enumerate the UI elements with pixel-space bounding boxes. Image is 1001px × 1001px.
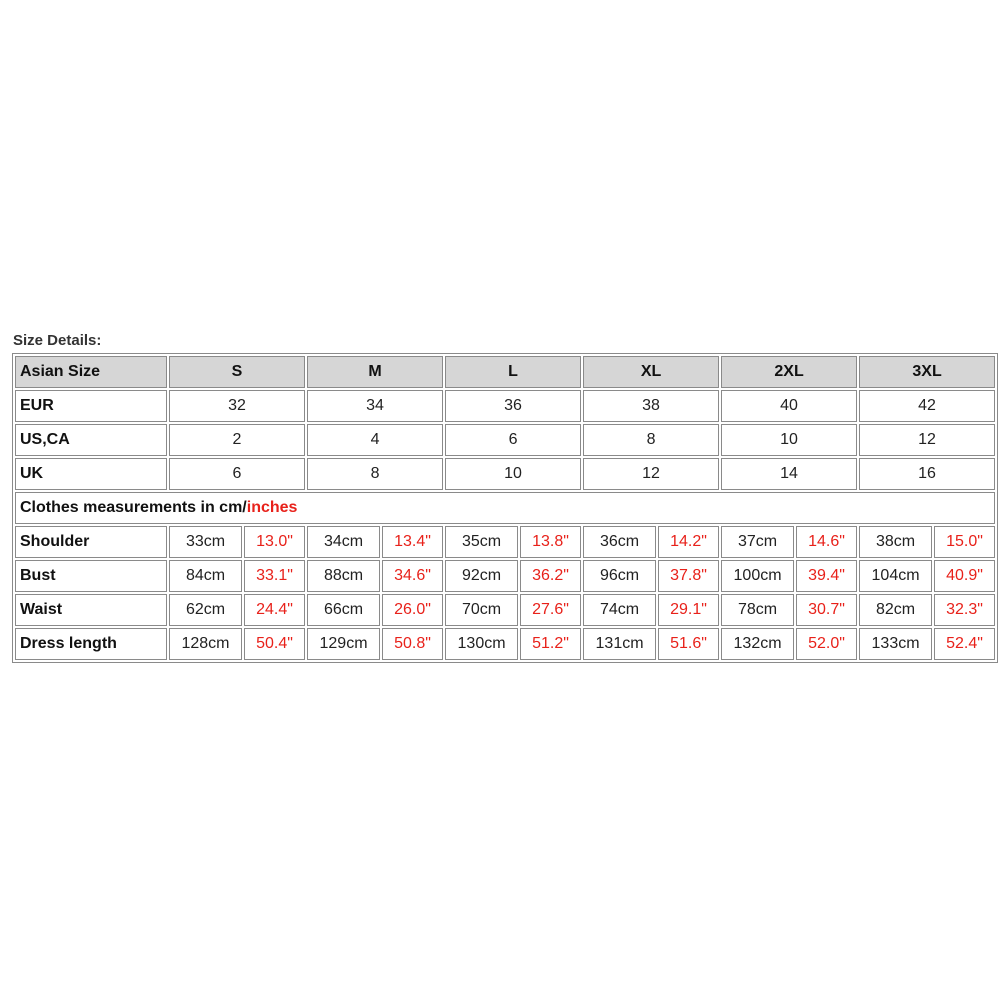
- cm-cell: 133cm: [859, 628, 932, 660]
- size-header: L: [445, 356, 581, 388]
- cm-cell: 131cm: [583, 628, 656, 660]
- table-cell: 32: [169, 390, 305, 422]
- inch-cell: 50.8": [382, 628, 443, 660]
- inch-cell: 51.2": [520, 628, 581, 660]
- table-cell: 12: [583, 458, 719, 490]
- measurements-heading-highlight: inches: [246, 499, 298, 516]
- cm-cell: 35cm: [445, 526, 518, 558]
- table-cell: 12: [859, 424, 995, 456]
- cm-cell: 37cm: [721, 526, 794, 558]
- table-cell: 14: [721, 458, 857, 490]
- inch-cell: 29.1": [658, 594, 719, 626]
- cm-cell: 34cm: [307, 526, 380, 558]
- cm-cell: 74cm: [583, 594, 656, 626]
- cm-cell: 129cm: [307, 628, 380, 660]
- inch-cell: 37.8": [658, 560, 719, 592]
- cm-cell: 88cm: [307, 560, 380, 592]
- inch-cell: 34.6": [382, 560, 443, 592]
- inch-cell: 13.0": [244, 526, 305, 558]
- table-cell: 36: [445, 390, 581, 422]
- cm-cell: 38cm: [859, 526, 932, 558]
- inch-cell: 52.4": [934, 628, 995, 660]
- inch-cell: 51.6": [658, 628, 719, 660]
- cm-cell: 92cm: [445, 560, 518, 592]
- cm-cell: 84cm: [169, 560, 242, 592]
- cm-cell: 128cm: [169, 628, 242, 660]
- inch-cell: 13.4": [382, 526, 443, 558]
- size-header: 3XL: [859, 356, 995, 388]
- size-header: M: [307, 356, 443, 388]
- size-header: S: [169, 356, 305, 388]
- size-header: XL: [583, 356, 719, 388]
- cm-cell: 78cm: [721, 594, 794, 626]
- cm-cell: 62cm: [169, 594, 242, 626]
- table-cell: 10: [721, 424, 857, 456]
- table-row: [15, 424, 995, 456]
- cm-cell: 82cm: [859, 594, 932, 626]
- cm-cell: 104cm: [859, 560, 932, 592]
- table-row: [15, 458, 995, 490]
- table-cell: 42: [859, 390, 995, 422]
- cm-cell: 66cm: [307, 594, 380, 626]
- header-row: [15, 356, 995, 388]
- page-title: Size Details:: [13, 332, 102, 349]
- table-cell: 2: [169, 424, 305, 456]
- table-cell: 10: [445, 458, 581, 490]
- cm-cell: 130cm: [445, 628, 518, 660]
- inch-cell: 52.0": [796, 628, 857, 660]
- inch-cell: 14.2": [658, 526, 719, 558]
- inch-cell: 50.4": [244, 628, 305, 660]
- row-label: US,CA: [15, 424, 167, 456]
- row-label: UK: [15, 458, 167, 490]
- inch-cell: 24.4": [244, 594, 305, 626]
- row-label: Bust: [15, 560, 167, 592]
- header-label: Asian Size: [15, 356, 167, 388]
- inch-cell: 33.1": [244, 560, 305, 592]
- inch-cell: 13.8": [520, 526, 581, 558]
- inch-cell: 36.2": [520, 560, 581, 592]
- table-row: [15, 390, 995, 422]
- table-row: [15, 560, 995, 592]
- cm-cell: 100cm: [721, 560, 794, 592]
- table-row: [15, 628, 995, 660]
- row-label: EUR: [15, 390, 167, 422]
- table-row: [15, 594, 995, 626]
- size-chart-table: [12, 353, 998, 663]
- cm-cell: 33cm: [169, 526, 242, 558]
- table-cell: 6: [445, 424, 581, 456]
- table-cell: 34: [307, 390, 443, 422]
- table-cell: 38: [583, 390, 719, 422]
- inch-cell: 27.6": [520, 594, 581, 626]
- table-cell: 6: [169, 458, 305, 490]
- size-header: 2XL: [721, 356, 857, 388]
- cm-cell: 36cm: [583, 526, 656, 558]
- inch-cell: 32.3": [934, 594, 995, 626]
- table-cell: 8: [307, 458, 443, 490]
- inch-cell: 15.0": [934, 526, 995, 558]
- inch-cell: 40.9": [934, 560, 995, 592]
- inch-cell: 30.7": [796, 594, 857, 626]
- measurements-heading: [15, 492, 995, 524]
- table-cell: 16: [859, 458, 995, 490]
- inch-cell: 14.6": [796, 526, 857, 558]
- table-row: [15, 526, 995, 558]
- row-label: Dress length: [15, 628, 167, 660]
- inch-cell: 26.0": [382, 594, 443, 626]
- table-body: [15, 356, 995, 660]
- section-row: [15, 492, 995, 524]
- cm-cell: 132cm: [721, 628, 794, 660]
- table-cell: 40: [721, 390, 857, 422]
- row-label: Waist: [15, 594, 167, 626]
- row-label: Shoulder: [15, 526, 167, 558]
- table-cell: 4: [307, 424, 443, 456]
- inch-cell: 39.4": [796, 560, 857, 592]
- measurements-heading-prefix: Clothes measurements in cm/: [20, 499, 247, 516]
- table-cell: 8: [583, 424, 719, 456]
- cm-cell: 96cm: [583, 560, 656, 592]
- cm-cell: 70cm: [445, 594, 518, 626]
